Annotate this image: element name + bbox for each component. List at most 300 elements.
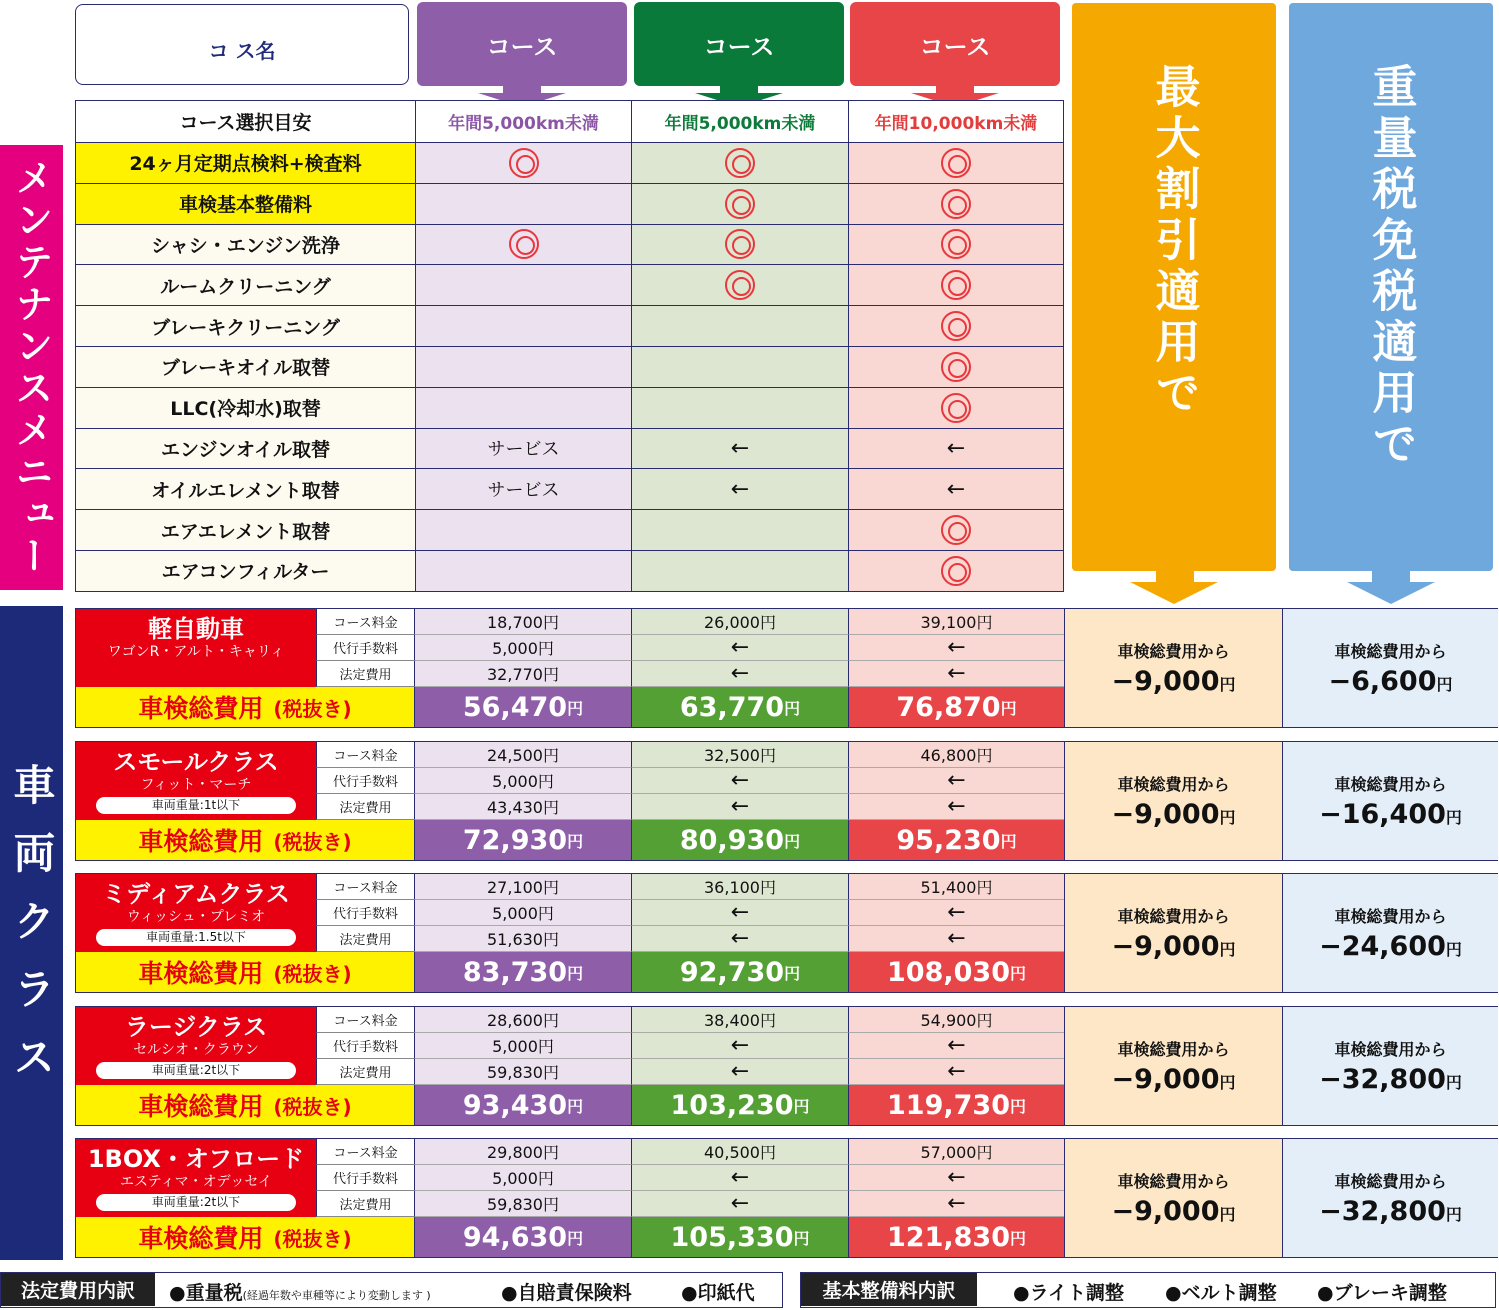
left-arrow-icon: ←	[730, 1165, 750, 1190]
fee-cell-c1	[414, 635, 631, 661]
fee-cell-c1	[414, 874, 631, 900]
discount-value: −9,000	[1111, 931, 1220, 962]
maintenance-cell-c1	[416, 428, 632, 469]
weight-tax-discount-amount	[1282, 1139, 1498, 1257]
double-circle-icon	[941, 352, 971, 382]
fee-value: 59,830円	[487, 1063, 559, 1082]
discount-value-wrap	[1111, 931, 1235, 962]
total-cost-c1	[414, 1217, 631, 1257]
basic-item-belt: ●ベルト調整	[1165, 1282, 1277, 1304]
fee-value: 5,000円	[492, 772, 554, 791]
fee-cell-c3	[848, 874, 1064, 900]
maintenance-row	[76, 550, 1064, 591]
fee-cell-c3	[848, 635, 1064, 661]
fee-cell-c2	[631, 661, 848, 687]
course-header-1: コース	[417, 2, 627, 86]
maintenance-cell-c2	[632, 469, 849, 510]
fee-cell-c3	[848, 742, 1064, 768]
discount-value-wrap	[1111, 1196, 1235, 1227]
double-circle-icon	[941, 148, 971, 178]
discount-value: −9,000	[1111, 1064, 1220, 1095]
weight-tax-panel: 重量税免税適用で	[1289, 3, 1493, 571]
fee-sub-label: 代行手数料	[316, 1165, 414, 1191]
maintenance-cell-c3	[849, 510, 1064, 551]
fee-cell-c2	[631, 1191, 848, 1217]
double-circle-icon	[725, 270, 755, 300]
yen-unit: 円	[1445, 940, 1462, 959]
course-guide-c2: 年間5,000km未満	[632, 101, 849, 143]
course-guide-c1: 年間5,000km未満	[416, 101, 632, 143]
legal-item-weight-tax-note: (経過年数や車種等により変動します )	[242, 1289, 431, 1302]
discount-value-wrap	[1319, 799, 1462, 830]
double-circle-icon	[509, 229, 539, 259]
fee-cell-c1	[414, 1139, 631, 1165]
fee-value: 5,000円	[492, 1037, 554, 1056]
yen-unit: 円	[1219, 940, 1236, 959]
fee-cell-c2	[631, 1033, 848, 1059]
vehicle-class-side-label: 車両クラス	[0, 606, 63, 1260]
double-circle-icon	[941, 311, 971, 341]
fee-cell-c2	[631, 1139, 848, 1165]
vehicle-class-block	[75, 608, 1498, 728]
left-arrow-icon: ←	[730, 768, 750, 793]
maintenance-row	[76, 183, 1064, 224]
total-cost-value: 83,730	[462, 956, 568, 988]
maintenance-row	[76, 265, 1064, 306]
total-cost-label	[76, 952, 414, 992]
double-circle-icon	[725, 148, 755, 178]
maintenance-item-label: ブレーキオイル取替	[76, 346, 416, 387]
yen-unit: 円	[1445, 808, 1462, 827]
maintenance-cell-c1	[416, 469, 632, 510]
discount-value-wrap	[1111, 666, 1235, 697]
left-arrow-icon: ←	[947, 926, 966, 951]
fee-cell-c2	[631, 742, 848, 768]
vehicle-class-name-box	[76, 742, 316, 820]
weight-tax-discount-amount	[1282, 742, 1498, 860]
maintenance-item-label: ルームクリーニング	[76, 265, 416, 306]
fee-cell-c2	[631, 635, 848, 661]
fee-value: 18,700円	[487, 613, 559, 632]
fee-sub-label: コース料金	[316, 609, 414, 635]
total-cost-note: (税抜き)	[273, 696, 352, 721]
maintenance-row	[76, 346, 1064, 387]
yen-unit: 円	[1436, 675, 1453, 694]
yen-unit: 円	[567, 963, 584, 983]
fee-sub-label: 代行手数料	[316, 1033, 414, 1059]
discount-value: −32,800	[1319, 1064, 1446, 1095]
course-guide-label: コース選択目安	[76, 101, 416, 143]
fee-cell-c2	[631, 1007, 848, 1033]
fee-value: 5,000円	[492, 639, 554, 658]
max-discount-amount	[1064, 1139, 1282, 1257]
vehicle-weight-badge: 車両重量:1t以下	[96, 797, 296, 814]
fee-value: 57,000円	[920, 1143, 993, 1162]
left-arrow-icon: ←	[946, 435, 966, 461]
maintenance-cell-c3	[849, 428, 1064, 469]
left-arrow-icon: ←	[947, 635, 966, 660]
vehicle-class-block	[75, 1006, 1498, 1126]
maintenance-cell-c2	[632, 550, 849, 591]
fee-value: 43,430円	[487, 798, 559, 817]
course-header-3: コース	[850, 2, 1060, 86]
weight-tax-discount-amount	[1282, 609, 1498, 727]
fee-cell-c3	[848, 661, 1064, 687]
fee-value: 51,400円	[920, 878, 993, 897]
fee-cell-c1	[414, 1059, 631, 1085]
left-arrow-icon: ←	[947, 1191, 966, 1216]
max-discount-amount	[1064, 874, 1282, 992]
maintenance-cell-c3	[849, 469, 1064, 510]
cell-text: サービス	[487, 480, 560, 502]
discount-value-wrap	[1111, 799, 1235, 830]
fee-value: 5,000円	[492, 904, 554, 923]
fee-value: 38,400円	[704, 1011, 776, 1030]
maintenance-item-label: エンジンオイル取替	[76, 428, 416, 469]
yen-unit: 円	[1219, 808, 1236, 827]
discount-value: −16,400	[1319, 799, 1446, 830]
weight-tax-discount-amount	[1282, 874, 1498, 992]
left-arrow-icon: ←	[730, 926, 750, 951]
vehicle-class-examples: フィット・マーチ	[140, 777, 252, 793]
discount-value-wrap	[1319, 1196, 1462, 1227]
total-cost-c3	[848, 687, 1064, 727]
fee-value: 54,900円	[920, 1011, 993, 1030]
maintenance-cell-c2	[632, 265, 849, 306]
total-cost-value: 92,730	[679, 956, 785, 988]
maintenance-cell-c1	[416, 143, 632, 184]
maintenance-cell-c3	[849, 224, 1064, 265]
fee-sub-label: 代行手数料	[316, 900, 414, 926]
maintenance-cell-c2	[632, 183, 849, 224]
discount-value-wrap	[1319, 931, 1462, 962]
maintenance-row	[76, 469, 1064, 510]
fee-cell-c1	[414, 742, 631, 768]
legal-fee-breakdown	[0, 1272, 783, 1308]
yen-unit: 円	[1219, 675, 1236, 694]
vehicle-class-examples: エスティマ・オデッセイ	[120, 1174, 272, 1190]
discount-value: −32,800	[1319, 1196, 1446, 1227]
total-cost-c1	[414, 952, 631, 992]
left-arrow-icon: ←	[947, 1165, 966, 1190]
total-cost-c2	[631, 952, 848, 992]
maintenance-item-label: シャシ・エンジン洗浄	[76, 224, 416, 265]
left-arrow-icon: ←	[947, 794, 966, 819]
total-cost-c2	[631, 820, 848, 860]
fee-value: 28,600円	[487, 1011, 559, 1030]
vehicle-class-examples: ウィッシュ・プレミオ	[126, 909, 266, 925]
yen-unit: 円	[793, 1228, 810, 1248]
maintenance-cell-c3	[849, 183, 1064, 224]
discount-label: 車検総費用から	[1334, 907, 1447, 926]
vehicle-class-name-box	[76, 1139, 316, 1217]
down-arrow-icon	[1130, 582, 1218, 604]
maintenance-item-label: 車検基本整備料	[76, 183, 416, 224]
total-cost-text: 車検総費用	[138, 827, 264, 856]
fee-cell-c1	[414, 900, 631, 926]
total-cost-c2	[631, 687, 848, 727]
fee-value: 51,630円	[487, 930, 559, 949]
total-cost-note: (税抜き)	[273, 829, 352, 854]
legal-fee-title: 法定費用内訳	[1, 1273, 155, 1306]
maintenance-item-label: 24ヶ月定期点検料+検査料	[76, 143, 416, 184]
fee-cell-c1	[414, 661, 631, 687]
maintenance-table	[75, 100, 1064, 592]
total-cost-text: 車検総費用	[138, 959, 264, 988]
maintenance-cell-c1	[416, 183, 632, 224]
yen-unit: 円	[567, 1228, 584, 1248]
maintenance-row	[76, 143, 1064, 184]
fee-value: 27,100円	[487, 878, 559, 897]
left-arrow-icon: ←	[947, 661, 966, 686]
vehicle-class-name-box	[76, 609, 316, 687]
left-arrow-icon: ←	[947, 900, 966, 925]
fee-cell-c3	[848, 1007, 1064, 1033]
course-guide-row	[76, 101, 1064, 143]
fee-cell-c2	[631, 874, 848, 900]
maintenance-row	[76, 510, 1064, 551]
fee-cell-c3	[848, 794, 1064, 820]
fee-sub-label: 法定費用	[316, 926, 414, 952]
maintenance-item-label: エアエレメント取替	[76, 510, 416, 551]
total-cost-c1	[414, 820, 631, 860]
left-arrow-icon: ←	[730, 794, 750, 819]
maintenance-cell-c3	[849, 346, 1064, 387]
vehicle-class-name: 1BOX・オフロード	[87, 1145, 305, 1173]
yen-unit: 円	[567, 831, 584, 851]
fee-cell-c2	[631, 609, 848, 635]
course-name-label: コ ス名	[75, 4, 409, 85]
weight-tax-discount-amount	[1282, 1007, 1498, 1125]
discount-value-wrap	[1319, 1064, 1462, 1095]
vehicle-weight-badge: 車両重量:1.5t以下	[96, 929, 296, 946]
yen-unit: 円	[1000, 831, 1017, 851]
maintenance-side-label: メンテナンスメニュー	[0, 145, 63, 590]
yen-unit: 円	[1000, 698, 1017, 718]
fee-value: 32,500円	[704, 746, 776, 765]
maintenance-row	[76, 306, 1064, 347]
yen-unit: 円	[784, 963, 801, 983]
maintenance-row	[76, 428, 1064, 469]
vehicle-class-block	[75, 1138, 1498, 1258]
discount-value: −9,000	[1111, 666, 1220, 697]
left-arrow-icon: ←	[730, 435, 750, 461]
maintenance-cell-c2	[632, 224, 849, 265]
fee-cell-c3	[848, 1165, 1064, 1191]
fee-sub-label: コース料金	[316, 1139, 414, 1165]
total-cost-value: 119,730	[887, 1089, 1010, 1121]
fee-cell-c2	[631, 1165, 848, 1191]
yen-unit: 円	[567, 1096, 584, 1116]
maintenance-row	[76, 387, 1064, 428]
discount-value: −24,600	[1319, 931, 1446, 962]
fee-sub-label: コース料金	[316, 1007, 414, 1033]
yen-unit: 円	[1009, 963, 1026, 983]
yen-unit: 円	[1445, 1205, 1462, 1224]
double-circle-icon	[941, 229, 971, 259]
legal-item-stamp: ●印紙代	[681, 1282, 755, 1304]
discount-value: −9,000	[1111, 1196, 1220, 1227]
maintenance-cell-c2	[632, 510, 849, 551]
legal-item-weight-tax-label: ●重量税	[169, 1282, 243, 1304]
total-cost-label	[76, 687, 414, 727]
total-cost-value: 80,930	[679, 824, 785, 856]
vehicle-class-block	[75, 873, 1498, 993]
discount-label: 車検総費用から	[1117, 642, 1230, 661]
basic-item-light: ●ライト調整	[1013, 1282, 1125, 1304]
basic-item-brake: ●ブレーキ調整	[1317, 1282, 1447, 1304]
total-cost-note: (税抜き)	[273, 1226, 352, 1251]
total-cost-text: 車検総費用	[138, 1224, 264, 1253]
left-arrow-icon: ←	[946, 476, 966, 502]
yen-unit: 円	[1219, 1073, 1236, 1092]
basic-maintenance-breakdown	[800, 1272, 1496, 1308]
yen-unit: 円	[567, 698, 584, 718]
discount-label: 車検総費用から	[1117, 1172, 1230, 1191]
double-circle-icon	[725, 189, 755, 219]
maintenance-row	[76, 224, 1064, 265]
total-cost-note: (税抜き)	[273, 1094, 352, 1119]
maintenance-cell-c2	[632, 428, 849, 469]
total-cost-label	[76, 820, 414, 860]
total-cost-value: 103,230	[670, 1089, 794, 1121]
total-cost-value: 94,630	[462, 1221, 568, 1253]
left-arrow-icon: ←	[730, 635, 750, 660]
fee-sub-label: コース料金	[316, 742, 414, 768]
fee-sub-label: 法定費用	[316, 1191, 414, 1217]
max-discount-panel: 最大割引適用で	[1072, 3, 1276, 571]
yen-unit: 円	[784, 831, 801, 851]
total-cost-value: 121,830	[887, 1221, 1010, 1253]
total-cost-text: 車検総費用	[138, 694, 264, 723]
fee-cell-c3	[848, 1059, 1064, 1085]
fee-cell-c1	[414, 1033, 631, 1059]
fee-sub-label: 代行手数料	[316, 635, 414, 661]
total-cost-text: 車検総費用	[138, 1092, 264, 1121]
fee-sub-label: 代行手数料	[316, 768, 414, 794]
fee-cell-c1	[414, 1007, 631, 1033]
total-cost-c1	[414, 687, 631, 727]
fee-value: 40,500円	[704, 1143, 776, 1162]
vehicle-class-examples: セルシオ・クラウン	[133, 1042, 259, 1058]
left-arrow-icon: ←	[730, 476, 750, 502]
double-circle-icon	[941, 515, 971, 545]
maintenance-cell-c3	[849, 550, 1064, 591]
maintenance-cell-c2	[632, 143, 849, 184]
fee-cell-c1	[414, 1165, 631, 1191]
max-discount-amount	[1064, 609, 1282, 727]
discount-value-wrap	[1328, 666, 1452, 697]
total-cost-c1	[414, 1085, 631, 1125]
left-arrow-icon: ←	[730, 1191, 750, 1216]
fee-cell-c2	[631, 926, 848, 952]
vehicle-class-name: スモールクラス	[113, 748, 279, 776]
maintenance-cell-c1	[416, 510, 632, 551]
double-circle-icon	[941, 189, 971, 219]
vehicle-class-block	[75, 741, 1498, 861]
total-cost-c3	[848, 1217, 1064, 1257]
fee-value: 32,770円	[487, 665, 559, 684]
left-arrow-icon: ←	[730, 900, 750, 925]
vehicle-weight-badge: 車両重量:2t以下	[96, 1194, 296, 1211]
discount-value: −9,000	[1111, 799, 1220, 830]
max-discount-amount	[1064, 1007, 1282, 1125]
maintenance-cell-c2	[632, 306, 849, 347]
total-cost-value: 56,470	[462, 691, 568, 723]
double-circle-icon	[725, 229, 755, 259]
fee-cell-c3	[848, 900, 1064, 926]
basic-maintenance-title: 基本整備料内訳	[801, 1273, 977, 1306]
maintenance-cell-c3	[849, 143, 1064, 184]
fee-value: 39,100円	[920, 613, 993, 632]
fee-cell-c2	[631, 794, 848, 820]
left-arrow-icon: ←	[947, 768, 966, 793]
fee-value: 5,000円	[492, 1169, 554, 1188]
fee-cell-c3	[848, 1139, 1064, 1165]
yen-unit: 円	[1219, 1205, 1236, 1224]
total-cost-value: 95,230	[896, 824, 1001, 856]
vehicle-weight-badge: 車両重量:2t以下	[96, 1062, 296, 1079]
maintenance-item-label: オイルエレメント取替	[76, 469, 416, 510]
maintenance-cell-c1	[416, 224, 632, 265]
maintenance-cell-c1	[416, 265, 632, 306]
fee-cell-c3	[848, 1191, 1064, 1217]
maintenance-cell-c2	[632, 387, 849, 428]
fee-cell-c2	[631, 768, 848, 794]
fee-sub-label: 法定費用	[316, 1059, 414, 1085]
fee-cell-c1	[414, 926, 631, 952]
fee-sub-label: 法定費用	[316, 661, 414, 687]
maintenance-cell-c2	[632, 346, 849, 387]
double-circle-icon	[941, 556, 971, 586]
fee-cell-c3	[848, 609, 1064, 635]
fee-cell-c2	[631, 900, 848, 926]
maintenance-cell-c3	[849, 306, 1064, 347]
total-cost-note: (税抜き)	[273, 961, 352, 986]
total-cost-label	[76, 1085, 414, 1125]
maintenance-cell-c1	[416, 550, 632, 591]
total-cost-label	[76, 1217, 414, 1257]
fee-cell-c1	[414, 794, 631, 820]
max-discount-amount	[1064, 742, 1282, 860]
maintenance-item-label: エアコンフィルター	[76, 550, 416, 591]
double-circle-icon	[941, 393, 971, 423]
total-cost-value: 108,030	[887, 956, 1010, 988]
legal-item-weight-tax	[169, 1278, 431, 1305]
vehicle-class-name: ラージクラス	[124, 1013, 268, 1041]
double-circle-icon	[941, 270, 971, 300]
fee-cell-c2	[631, 1059, 848, 1085]
discount-label: 車検総費用から	[1334, 1172, 1447, 1191]
yen-unit: 円	[1009, 1228, 1026, 1248]
fee-cell-c1	[414, 609, 631, 635]
left-arrow-icon: ←	[730, 1059, 750, 1084]
fee-value: 36,100円	[704, 878, 776, 897]
total-cost-c2	[631, 1217, 848, 1257]
maintenance-item-label: LLC(冷却水)取替	[76, 387, 416, 428]
fee-value: 59,830円	[487, 1195, 559, 1214]
fee-value: 46,800円	[920, 746, 993, 765]
maintenance-cell-c3	[849, 387, 1064, 428]
total-cost-c3	[848, 952, 1064, 992]
down-arrow-icon	[1347, 582, 1435, 604]
total-cost-c3	[848, 1085, 1064, 1125]
vehicle-class-name: ミディアムクラス	[102, 880, 290, 908]
course-guide-c3: 年間10,000km未満	[849, 101, 1064, 143]
vehicle-class-name: 軽自動車	[148, 615, 244, 643]
total-cost-value: 72,930	[462, 824, 568, 856]
discount-value: −6,600	[1328, 666, 1437, 697]
